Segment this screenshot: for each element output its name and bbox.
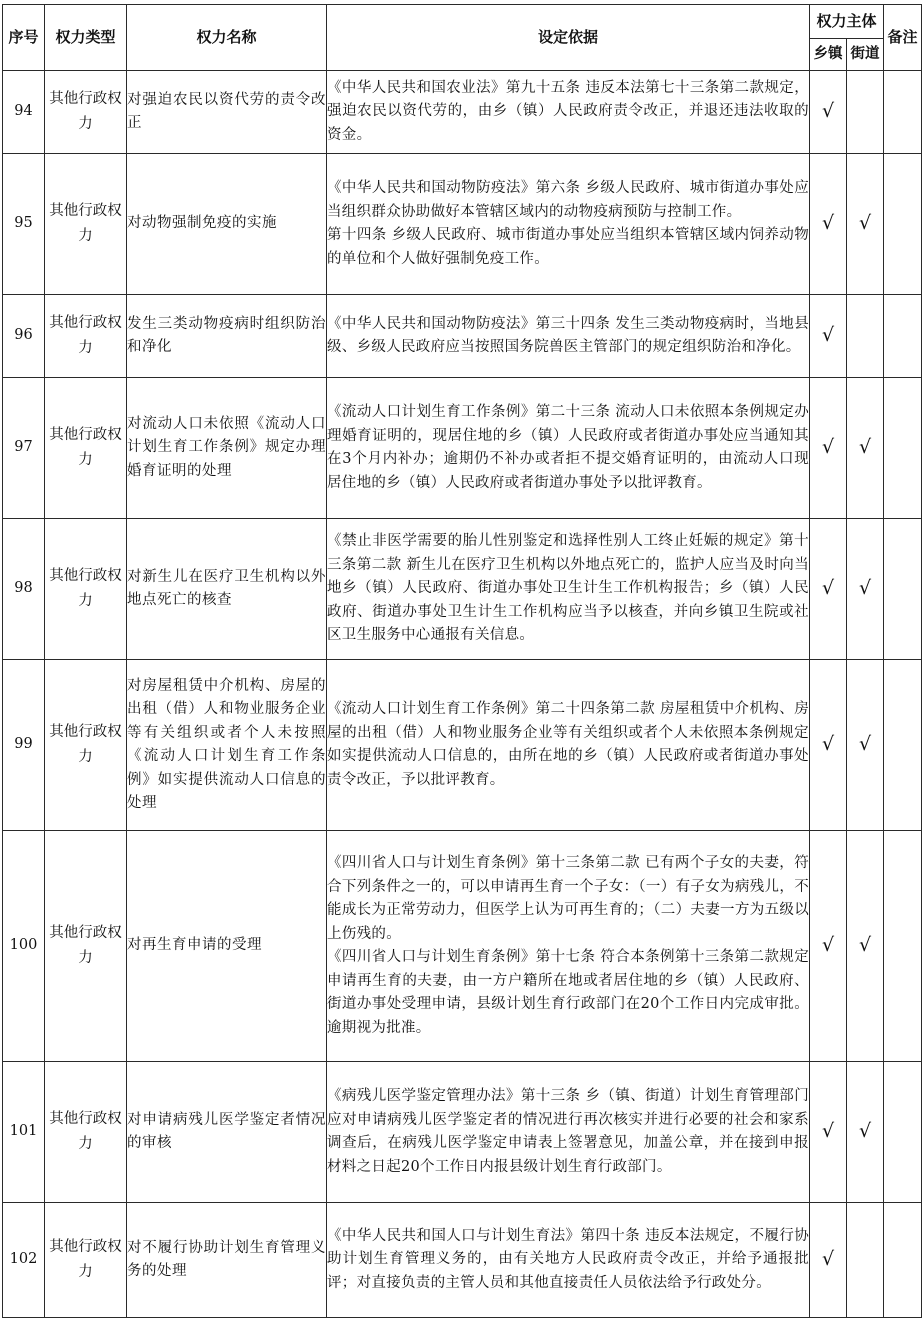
header-num: 序号 [3, 5, 45, 71]
power-name: 对强迫农民以资代劳的责令改正 [127, 71, 327, 154]
header-power-name: 权力名称 [127, 5, 327, 71]
power-type: 其他行政权力 [45, 378, 127, 519]
row-number: 94 [3, 71, 45, 154]
header-power-subject: 权力主体 [810, 5, 884, 39]
township-check: √ [810, 519, 847, 660]
township-check: √ [810, 154, 847, 295]
basis-paragraph: 《四川省人口与计划生育条例》第十七条 符合本条例第十三条第二款规定申请再生育的夫妻，由一方户籍所在地或者居住地的乡（镇）人民政府、街道办事处受理申请，县级计划生育行政部门在20个工作日内完成审批。逾期视为批准。 [327, 949, 809, 1036]
table-row [3, 1203, 922, 1318]
power-name: 发生三类动物疫病时组织防治和净化 [127, 295, 327, 378]
street-check: √ [847, 1062, 884, 1203]
township-check: √ [810, 378, 847, 519]
power-type: 其他行政权力 [45, 660, 127, 831]
row-number: 101 [3, 1062, 45, 1203]
township-check: √ [810, 660, 847, 831]
row-number: 97 [3, 378, 45, 519]
basis-paragraph: 《病残儿医学鉴定管理办法》第十三条 乡（镇、街道）计划生育管理部门应对申请病残儿医学鉴定者的情况进行再次核实并进行必要的社会和家系调查后，在病残儿医学鉴定申请表上签署意见，加盖公章，并在接到申报材料之日起20个工作日内报县级计划生育行政部门。 [327, 1088, 809, 1175]
power-type: 其他行政权力 [45, 831, 127, 1062]
note-cell [884, 831, 922, 1062]
street-check: √ [847, 154, 884, 295]
basis-text [327, 1062, 810, 1203]
header-note: 备注 [884, 5, 922, 71]
row-number: 95 [3, 154, 45, 295]
note-cell [884, 519, 922, 660]
table-row [3, 660, 922, 831]
power-name: 对申请病残儿医学鉴定者情况的审核 [127, 1062, 327, 1203]
basis-paragraph: 《中华人民共和国动物防疫法》第三十四条 发生三类动物疫病时，当地县级、乡级人民政府应当按照国务院兽医主管部门的规定组织防治和净化。 [327, 315, 809, 355]
basis-paragraph: 第十四条 乡级人民政府、城市街道办事处应当组织本管辖区域内饲养动物的单位和个人做好强制免疫工作。 [327, 227, 809, 267]
header-township: 乡镇 [810, 39, 847, 71]
power-list-table [2, 4, 922, 1318]
row-number: 100 [3, 831, 45, 1062]
street-check: √ [847, 831, 884, 1062]
street-check [847, 1203, 884, 1318]
power-type: 其他行政权力 [45, 295, 127, 378]
row-number: 96 [3, 295, 45, 378]
street-check: √ [847, 378, 884, 519]
street-check: √ [847, 660, 884, 831]
basis-paragraph: 《流动人口计划生育工作条例》第二十四条第二款 房屋租赁中介机构、房屋的出租（借）人和物业服务企业等有关组织或者个人未依照本条例规定如实提供流动人口信息的，由所在地的乡（镇）人民政府或者街道办事处责令改正，予以批评教育。 [327, 701, 809, 788]
table-row [3, 378, 922, 519]
power-type: 其他行政权力 [45, 71, 127, 154]
street-check [847, 71, 884, 154]
row-number: 99 [3, 660, 45, 831]
power-name: 对动物强制免疫的实施 [127, 154, 327, 295]
township-check: √ [810, 831, 847, 1062]
power-type: 其他行政权力 [45, 1062, 127, 1203]
note-cell [884, 378, 922, 519]
basis-paragraph: 《流动人口计划生育工作条例》第二十三条 流动人口未依照本条例规定办理婚育证明的，现居住地的乡（镇）人民政府或者街道办事处应当通知其在3个月内补办；逾期仍不补办或者拒不提交婚育证明的，由流动人口现居住地的乡（镇）人民政府或者街道办事处予以批评教育。 [327, 404, 809, 491]
power-type: 其他行政权力 [45, 1203, 127, 1318]
note-cell [884, 1203, 922, 1318]
power-name: 对新生儿在医疗卫生机构以外地点死亡的核查 [127, 519, 327, 660]
row-number: 102 [3, 1203, 45, 1318]
note-cell [884, 1062, 922, 1203]
note-cell [884, 71, 922, 154]
power-type: 其他行政权力 [45, 154, 127, 295]
basis-paragraph: 《禁止非医学需要的胎儿性别鉴定和选择性别人工终止妊娠的规定》第十三条第二款 新生儿在医疗卫生机构以外地点死亡的，监护人应当及时向当地乡（镇）人民政府、街道办事处卫生计生工作机构报告；乡（镇）人民政府、街道办事处卫生计生工作机构应当予以核查，并向乡镇卫生院或社区卫生服务中心通报有关信息。 [327, 533, 809, 644]
basis-text [327, 1203, 810, 1318]
basis-text [327, 295, 810, 378]
basis-text [327, 154, 810, 295]
power-name: 对房屋租赁中介机构、房屋的出租（借）人和物业服务企业等有关组织或者个人未按照《流动人口计划生育工作条例》如实提供流动人口信息的处理 [127, 660, 327, 831]
township-check: √ [810, 295, 847, 378]
basis-text [327, 660, 810, 831]
note-cell [884, 154, 922, 295]
township-check: √ [810, 1203, 847, 1318]
row-number: 98 [3, 519, 45, 660]
basis-text [327, 378, 810, 519]
township-check: √ [810, 1062, 847, 1203]
basis-text [327, 519, 810, 660]
header-power-type: 权力类型 [45, 5, 127, 71]
basis-text [327, 71, 810, 154]
power-name: 对不履行协助计划生育管理义务的处理 [127, 1203, 327, 1318]
table-row [3, 154, 922, 295]
table-row [3, 71, 922, 154]
basis-paragraph: 《中华人民共和国人口与计划生育法》第四十条 违反本法规定，不履行协助计划生育管理义务的，由有关地方人民政府责令改正，并给予通报批评；对直接负责的主管人员和其他直接责任人员依法给予行政处分。 [327, 1227, 809, 1291]
power-type: 其他行政权力 [45, 519, 127, 660]
basis-paragraph: 《中华人民共和国动物防疫法》第六条 乡级人民政府、城市街道办事处应当组织群众协助做好本管辖区域内的动物疫病预防与控制工作。 [327, 180, 809, 220]
basis-text [327, 831, 810, 1062]
note-cell [884, 660, 922, 831]
power-name: 对流动人口未依照《流动人口计划生育工作条例》规定办理婚育证明的处理 [127, 378, 327, 519]
basis-paragraph: 《四川省人口与计划生育条例》第十三条第二款 已有两个子女的夫妻，符合下列条件之一的，可以申请再生育一个子女：（一）有子女为病残儿，不能成长为正常劳动力，但医学上认为可再生育的；（二）夫妻一方为五级以上伤残的。 [327, 855, 809, 942]
street-check: √ [847, 519, 884, 660]
table-row [3, 519, 922, 660]
power-name: 对再生育申请的受理 [127, 831, 327, 1062]
basis-paragraph: 《中华人民共和国农业法》第九十五条 违反本法第七十三条第二款规定，强迫农民以资代劳的，由乡（镇）人民政府责令改正，并退还违法收取的资金。 [327, 79, 809, 143]
note-cell [884, 295, 922, 378]
table-row [3, 831, 922, 1062]
street-check [847, 295, 884, 378]
header-street: 街道 [847, 39, 884, 71]
table-row [3, 1062, 922, 1203]
township-check: √ [810, 71, 847, 154]
header-basis: 设定依据 [327, 5, 810, 71]
table-row [3, 295, 922, 378]
